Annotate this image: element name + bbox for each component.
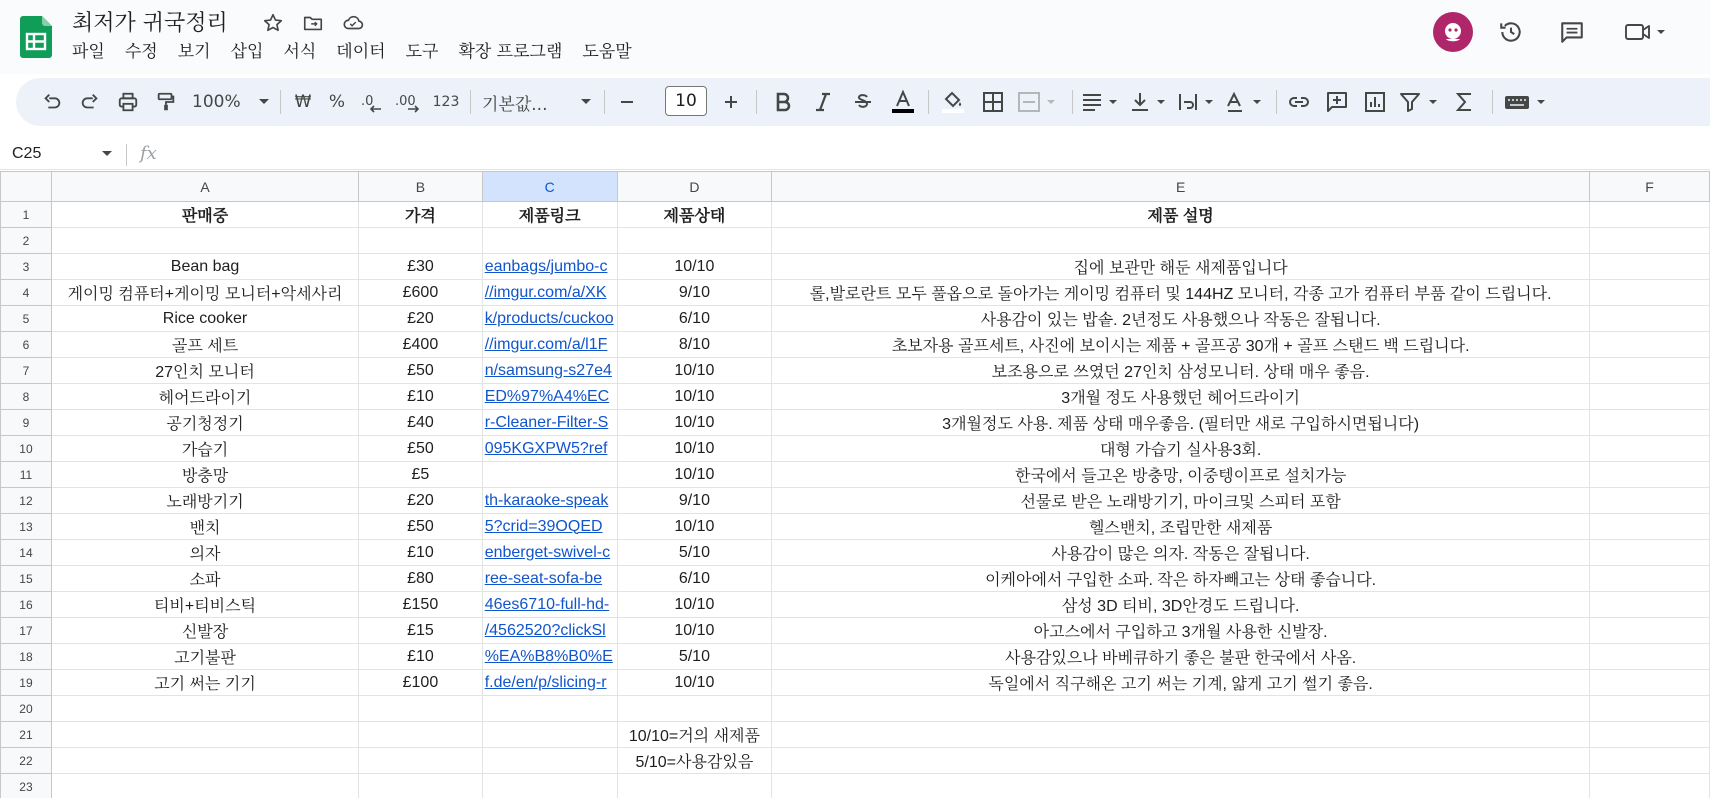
menu-data[interactable]: 데이터 xyxy=(336,42,386,62)
cell-f[interactable] xyxy=(1590,358,1710,384)
menu-view[interactable]: 보기 xyxy=(177,42,211,62)
cell-e[interactable]: 제품 설명 xyxy=(772,202,1590,228)
cell-c[interactable] xyxy=(482,696,617,722)
cell-b[interactable]: £400 xyxy=(359,332,483,358)
cell-f[interactable] xyxy=(1590,410,1710,436)
cell-e[interactable]: 아고스에서 구입하고 3개월 사용한 신발장. xyxy=(772,618,1590,644)
cell-a[interactable] xyxy=(51,722,358,748)
cell-a[interactable]: 의자 xyxy=(51,540,358,566)
cell-b[interactable] xyxy=(359,722,483,748)
cell-a[interactable]: 티비+티비스틱 xyxy=(51,592,358,618)
cell-f[interactable] xyxy=(1590,280,1710,306)
cell-c[interactable]: //imgur.com/a/XK xyxy=(482,280,617,306)
cell-f[interactable] xyxy=(1590,722,1710,748)
cell-d[interactable]: 10/10 xyxy=(617,436,772,462)
insert-link-icon[interactable] xyxy=(1284,86,1314,118)
menu-file[interactable]: 파일 xyxy=(72,42,105,62)
table-row xyxy=(1,202,1710,228)
cell-a[interactable]: 공기청정기 xyxy=(51,410,358,436)
cell-d[interactable]: 9/10 xyxy=(617,280,772,306)
toolbar-divider xyxy=(470,90,471,114)
cell-b[interactable] xyxy=(359,748,483,774)
avatar[interactable] xyxy=(1433,12,1473,52)
sheets-logo-icon[interactable] xyxy=(20,16,52,58)
chevron-down-icon xyxy=(258,98,270,106)
chevron-down-icon[interactable] xyxy=(101,150,113,158)
cell-b[interactable]: £100 xyxy=(359,670,483,696)
functions-icon[interactable] xyxy=(1450,86,1480,118)
cell-c[interactable]: f.de/en/p/slicing-r xyxy=(482,670,617,696)
cell-f[interactable] xyxy=(1590,384,1710,410)
cell-f[interactable] xyxy=(1590,488,1710,514)
cell-f[interactable] xyxy=(1590,332,1710,358)
cell-d[interactable]: 10/10 xyxy=(617,462,772,488)
svg-text:.0: .0 xyxy=(361,94,374,109)
cell-b[interactable] xyxy=(359,774,483,798)
cell-e[interactable] xyxy=(772,722,1590,748)
cell-a[interactable] xyxy=(51,774,358,798)
table-row xyxy=(1,670,1710,696)
cell-c[interactable]: 095KGXPW5?ref xyxy=(482,436,617,462)
cell-f[interactable] xyxy=(1590,254,1710,280)
row-header[interactable]: 12 xyxy=(1,488,52,514)
cell-a[interactable]: 골프 세트 xyxy=(51,332,358,358)
cell-c[interactable]: enberget-swivel-c xyxy=(482,540,617,566)
cell-f[interactable] xyxy=(1590,644,1710,670)
toolbar-divider xyxy=(1492,90,1493,114)
table-row xyxy=(1,696,1710,722)
font-family-value: 기본값... xyxy=(482,94,548,115)
cell-e[interactable]: 롤,발로란트 모두 풀옵으로 돌아가는 게이밍 컴퓨터 및 144HZ 모니터, 각종 고가 컴퓨터 부품 같이 드립니다. xyxy=(772,280,1590,306)
row-header[interactable]: 14 xyxy=(1,540,52,566)
cell-a[interactable]: 밴치 xyxy=(51,514,358,540)
cell-f[interactable] xyxy=(1590,618,1710,644)
text-wrapping-icon[interactable] xyxy=(1176,86,1220,118)
cell-d[interactable] xyxy=(617,228,772,254)
table-row xyxy=(1,566,1710,592)
cell-a[interactable]: 27인치 모니터 xyxy=(51,358,358,384)
table-row xyxy=(1,436,1710,462)
cell-d[interactable]: 8/10 xyxy=(617,332,772,358)
cell-c[interactable] xyxy=(482,748,617,774)
percent-format-button[interactable] xyxy=(322,86,352,118)
row-header[interactable]: 18 xyxy=(1,644,52,670)
cell-c[interactable]: eanbags/jumbo-c xyxy=(482,254,617,280)
table-row xyxy=(1,540,1710,566)
cell-e[interactable]: 사용감이 많은 의자. 작동은 잘됩니다. xyxy=(772,540,1590,566)
cell-e[interactable]: 사용감이 있는 밥솥. 2년정도 사용했으나 작동은 잘됩니다. xyxy=(772,306,1590,332)
cell-c[interactable] xyxy=(482,774,617,798)
toolbar-divider xyxy=(756,90,757,114)
menu-bar xyxy=(72,40,652,64)
font-family-dropdown[interactable] xyxy=(482,86,592,118)
cell-e[interactable] xyxy=(772,696,1590,722)
table-row xyxy=(1,748,1710,774)
increase-decimal-icon[interactable] xyxy=(392,86,426,118)
cell-b[interactable]: £50 xyxy=(359,436,483,462)
cell-c[interactable]: //imgur.com/a/l1F xyxy=(482,332,617,358)
filter-icon[interactable] xyxy=(1398,86,1444,118)
cell-b[interactable]: £10 xyxy=(359,644,483,670)
table-row xyxy=(1,280,1710,306)
fill-color-icon[interactable] xyxy=(938,86,968,118)
vertical-align-icon[interactable] xyxy=(1128,86,1172,118)
table-row xyxy=(1,618,1710,644)
row-header[interactable]: 22 xyxy=(1,748,52,774)
cell-b[interactable]: £10 xyxy=(359,540,483,566)
cell-b[interactable]: £10 xyxy=(359,384,483,410)
zoom-value: 100% xyxy=(192,92,241,112)
svg-text:.00: .00 xyxy=(395,94,416,109)
fx-icon: fx xyxy=(140,143,157,164)
toolbar-divider xyxy=(928,90,929,114)
row-header[interactable]: 5 xyxy=(1,306,52,332)
cell-f[interactable] xyxy=(1590,514,1710,540)
table-row xyxy=(1,332,1710,358)
cell-c[interactable]: ree-seat-sofa-be xyxy=(482,566,617,592)
cell-d[interactable]: 10/10 xyxy=(617,514,772,540)
formula-bar xyxy=(0,140,1710,170)
cell-e[interactable] xyxy=(772,228,1590,254)
table-row xyxy=(1,384,1710,410)
cell-e[interactable]: 대형 가습기 실사용3회. xyxy=(772,436,1590,462)
title-bar xyxy=(0,0,1710,74)
cell-d[interactable]: 제품상태 xyxy=(617,202,772,228)
table-row xyxy=(1,722,1710,748)
column-header-row xyxy=(1,172,1710,202)
cell-b[interactable]: £15 xyxy=(359,618,483,644)
cell-a[interactable] xyxy=(51,228,358,254)
currency-symbol: ₩ xyxy=(294,92,312,112)
cell-d[interactable]: 10/10 xyxy=(617,410,772,436)
font-size-input[interactable]: 10 xyxy=(665,86,707,116)
cell-d[interactable]: 10/10 xyxy=(617,592,772,618)
cell-a[interactable]: 헤어드라이기 xyxy=(51,384,358,410)
cell-d[interactable]: 10/10 xyxy=(617,384,772,410)
sheet-table xyxy=(0,171,1710,798)
row-header[interactable]: 19 xyxy=(1,670,52,696)
version-history-icon[interactable] xyxy=(1497,18,1525,46)
select-all-corner[interactable] xyxy=(1,172,52,202)
cell-c[interactable]: th-karaoke-speak xyxy=(482,488,617,514)
row-header[interactable]: 8 xyxy=(1,384,52,410)
cell-d[interactable]: 6/10 xyxy=(617,306,772,332)
cell-e[interactable]: 3개월정도 사용. 제품 상태 매우좋음. (필터만 새로 구입하시면됩니다) xyxy=(772,410,1590,436)
percent-symbol: % xyxy=(328,92,346,112)
move-to-folder-icon[interactable] xyxy=(300,10,326,36)
cell-a[interactable]: 판매중 xyxy=(51,202,358,228)
cell-a[interactable]: 소파 xyxy=(51,566,358,592)
zoom-dropdown[interactable] xyxy=(192,86,270,118)
column-header-d[interactable]: D xyxy=(617,172,772,202)
column-header-f[interactable]: F xyxy=(1590,172,1710,202)
cell-a[interactable]: Bean bag xyxy=(51,254,358,280)
cell-c[interactable]: /4562520?clickSl xyxy=(482,618,617,644)
cell-f[interactable] xyxy=(1590,670,1710,696)
table-row xyxy=(1,592,1710,618)
cell-b[interactable]: £50 xyxy=(359,358,483,384)
cell-a[interactable]: 방충망 xyxy=(51,462,358,488)
increase-font-size-icon[interactable] xyxy=(716,86,746,118)
cell-b[interactable]: £5 xyxy=(359,462,483,488)
cell-c[interactable]: 5?crid=39OQED xyxy=(482,514,617,540)
input-tools-icon[interactable] xyxy=(1502,86,1552,118)
toolbar-divider xyxy=(604,90,605,114)
cell-c[interactable] xyxy=(482,462,617,488)
column-header-b[interactable]: B xyxy=(359,172,483,202)
text-color-icon[interactable] xyxy=(888,86,918,118)
cell-a[interactable]: Rice cooker xyxy=(51,306,358,332)
cell-d[interactable]: 10/10 xyxy=(617,254,772,280)
cell-b[interactable]: £20 xyxy=(359,488,483,514)
cell-b[interactable]: £80 xyxy=(359,566,483,592)
bold-icon[interactable] xyxy=(768,86,798,118)
menu-format[interactable]: 서식 xyxy=(283,42,317,62)
cell-b[interactable]: £20 xyxy=(359,306,483,332)
cell-c[interactable]: 46es6710-full-hd- xyxy=(482,592,617,618)
cell-e[interactable]: 삼성 3D 티비, 3D안경도 드립니다. xyxy=(772,592,1590,618)
cell-d[interactable]: 5/10 xyxy=(617,644,772,670)
merge-cells-icon xyxy=(1016,86,1062,118)
cell-b[interactable] xyxy=(359,228,483,254)
undo-icon[interactable] xyxy=(36,86,68,118)
menu-edit[interactable]: 수정 xyxy=(124,42,158,62)
horizontal-align-icon[interactable] xyxy=(1080,86,1124,118)
cloud-saved-icon[interactable] xyxy=(340,10,366,36)
more-formats-button[interactable] xyxy=(430,86,462,118)
menu-help[interactable]: 도움말 xyxy=(582,42,632,62)
cell-a[interactable]: 노래방기기 xyxy=(51,488,358,514)
cell-f[interactable] xyxy=(1590,540,1710,566)
italic-icon[interactable] xyxy=(808,86,838,118)
toolbar-divider xyxy=(1072,90,1073,114)
cell-b[interactable]: £150 xyxy=(359,592,483,618)
row-header[interactable]: 10 xyxy=(1,436,52,462)
cell-b[interactable]: £30 xyxy=(359,254,483,280)
row-header[interactable]: 6 xyxy=(1,332,52,358)
cell-a[interactable]: 신발장 xyxy=(51,618,358,644)
table-row xyxy=(1,644,1710,670)
cell-c[interactable]: ED%97%A4%EC xyxy=(482,384,617,410)
table-row xyxy=(1,774,1710,798)
row-header[interactable]: 3 xyxy=(1,254,52,280)
table-row xyxy=(1,488,1710,514)
cell-d[interactable]: 6/10 xyxy=(617,566,772,592)
cell-f[interactable] xyxy=(1590,696,1710,722)
cell-c[interactable]: 제품링크 xyxy=(482,202,617,228)
cell-d[interactable]: 10/10=거의 새제품 xyxy=(617,722,772,748)
star-icon[interactable] xyxy=(260,10,286,36)
cell-d[interactable]: 10/10 xyxy=(617,670,772,696)
decrease-decimal-icon[interactable] xyxy=(356,86,388,118)
cell-a[interactable] xyxy=(51,696,358,722)
row-header[interactable]: 20 xyxy=(1,696,52,722)
cell-c[interactable]: %EA%B8%B0%E xyxy=(482,644,617,670)
more-formats-label: 123 xyxy=(432,94,460,110)
row-header[interactable]: 23 xyxy=(1,774,52,798)
cell-a[interactable]: 고기불판 xyxy=(51,644,358,670)
cell-e[interactable]: 3개월 정도 사용했던 헤어드라이기 xyxy=(772,384,1590,410)
cell-d[interactable] xyxy=(617,774,772,798)
cell-e[interactable]: 보조용으로 쓰였던 27인치 삼성모니터. 상태 매우 좋음. xyxy=(772,358,1590,384)
cell-e[interactable]: 한국에서 들고온 방충망, 이중텡이프로 설치가능 xyxy=(772,462,1590,488)
menu-tools[interactable]: 도구 xyxy=(405,42,439,62)
cell-e[interactable]: 선물로 받은 노래방기기, 마이크및 스피터 포함 xyxy=(772,488,1590,514)
row-header[interactable]: 16 xyxy=(1,592,52,618)
borders-icon[interactable] xyxy=(978,86,1008,118)
column-header-a[interactable]: A xyxy=(51,172,358,202)
toolbar xyxy=(16,78,1710,126)
table-row xyxy=(1,306,1710,332)
paint-format-icon[interactable] xyxy=(150,86,182,118)
table-row xyxy=(1,410,1710,436)
cell-a[interactable]: 고기 써는 기기 xyxy=(51,670,358,696)
decrease-font-size-icon[interactable] xyxy=(612,86,642,118)
cell-d[interactable]: 9/10 xyxy=(617,488,772,514)
row-header[interactable]: 17 xyxy=(1,618,52,644)
row-header[interactable]: 9 xyxy=(1,410,52,436)
cell-f[interactable] xyxy=(1590,748,1710,774)
row-header[interactable]: 11 xyxy=(1,462,52,488)
meet-video-icon[interactable] xyxy=(1622,18,1672,46)
cell-a[interactable] xyxy=(51,748,358,774)
cell-c[interactable]: r-Cleaner-Filter-S xyxy=(482,410,617,436)
cell-e[interactable] xyxy=(772,748,1590,774)
cell-b[interactable]: £600 xyxy=(359,280,483,306)
spreadsheet-grid xyxy=(0,171,1710,798)
cell-f[interactable] xyxy=(1590,306,1710,332)
cell-d[interactable]: 10/10 xyxy=(617,618,772,644)
print-icon[interactable] xyxy=(112,86,144,118)
menu-extensions[interactable]: 확장 프로그램 xyxy=(458,42,563,62)
comments-icon[interactable] xyxy=(1558,18,1586,46)
cell-e[interactable]: 독일에서 직구해온 고기 써는 기계, 얇게 고기 썰기 좋음. xyxy=(772,670,1590,696)
cell-b[interactable]: £40 xyxy=(359,410,483,436)
sheet-body xyxy=(1,202,1710,798)
toolbar-divider xyxy=(1276,90,1277,114)
text-rotation-icon[interactable] xyxy=(1224,86,1268,118)
cell-b[interactable]: 가격 xyxy=(359,202,483,228)
cell-a[interactable]: 게이밍 컴퓨터+게이밍 모니터+악세사리 xyxy=(51,280,358,306)
insert-comment-icon[interactable] xyxy=(1322,86,1352,118)
table-row xyxy=(1,462,1710,488)
cell-e[interactable]: 집에 보관만 해둔 새제품입니다 xyxy=(772,254,1590,280)
cell-f[interactable] xyxy=(1590,592,1710,618)
cell-e[interactable]: 사용감있으나 바베큐하기 좋은 불판 한국에서 사옴. xyxy=(772,644,1590,670)
cell-e[interactable]: 헬스밴치, 조립만한 새제품 xyxy=(772,514,1590,540)
cell-f[interactable] xyxy=(1590,202,1710,228)
table-row xyxy=(1,228,1710,254)
toolbar-divider xyxy=(280,90,281,114)
document-title[interactable]: 최저가 귀국정리 xyxy=(72,11,228,36)
row-header[interactable]: 1 xyxy=(1,202,52,228)
cell-f[interactable] xyxy=(1590,774,1710,798)
cell-b[interactable] xyxy=(359,696,483,722)
cell-b[interactable]: £50 xyxy=(359,514,483,540)
column-header-c[interactable]: C xyxy=(482,172,617,202)
cell-e[interactable] xyxy=(772,774,1590,798)
cell-d[interactable]: 10/10 xyxy=(617,358,772,384)
menu-insert[interactable]: 삽입 xyxy=(230,42,264,62)
row-header[interactable]: 15 xyxy=(1,566,52,592)
row-header[interactable]: 21 xyxy=(1,722,52,748)
column-header-e[interactable]: E xyxy=(772,172,1590,202)
row-header[interactable]: 7 xyxy=(1,358,52,384)
table-row xyxy=(1,358,1710,384)
strikethrough-icon[interactable] xyxy=(848,86,878,118)
chevron-down-icon xyxy=(580,98,592,106)
cell-c[interactable]: k/products/cuckoo xyxy=(482,306,617,332)
cell-f[interactable] xyxy=(1590,228,1710,254)
cell-d[interactable] xyxy=(617,696,772,722)
currency-format-button[interactable] xyxy=(288,86,318,118)
cell-f[interactable] xyxy=(1590,436,1710,462)
cell-d[interactable]: 5/10 xyxy=(617,540,772,566)
cell-e[interactable]: 이케아에서 구입한 소파. 작은 하자빼고는 상태 좋습니다. xyxy=(772,566,1590,592)
row-header[interactable]: 4 xyxy=(1,280,52,306)
cell-c[interactable] xyxy=(482,228,617,254)
redo-icon[interactable] xyxy=(74,86,106,118)
table-row xyxy=(1,254,1710,280)
cell-f[interactable] xyxy=(1590,566,1710,592)
cell-d[interactable]: 5/10=사용감있음 xyxy=(617,748,772,774)
cell-f[interactable] xyxy=(1590,462,1710,488)
row-header[interactable]: 2 xyxy=(1,228,52,254)
table-row xyxy=(1,514,1710,540)
cell-c[interactable]: n/samsung-s27e4 xyxy=(482,358,617,384)
cell-e[interactable]: 초보자용 골프세트, 사진에 보이시는 제품 + 골프공 30개 + 골프 스탠드 백 드립니다. xyxy=(772,332,1590,358)
cell-a[interactable]: 가습기 xyxy=(51,436,358,462)
row-header[interactable]: 13 xyxy=(1,514,52,540)
insert-chart-icon[interactable] xyxy=(1360,86,1390,118)
formula-bar-divider xyxy=(126,144,127,166)
name-box[interactable]: C25 xyxy=(12,145,42,162)
cell-c[interactable] xyxy=(482,722,617,748)
